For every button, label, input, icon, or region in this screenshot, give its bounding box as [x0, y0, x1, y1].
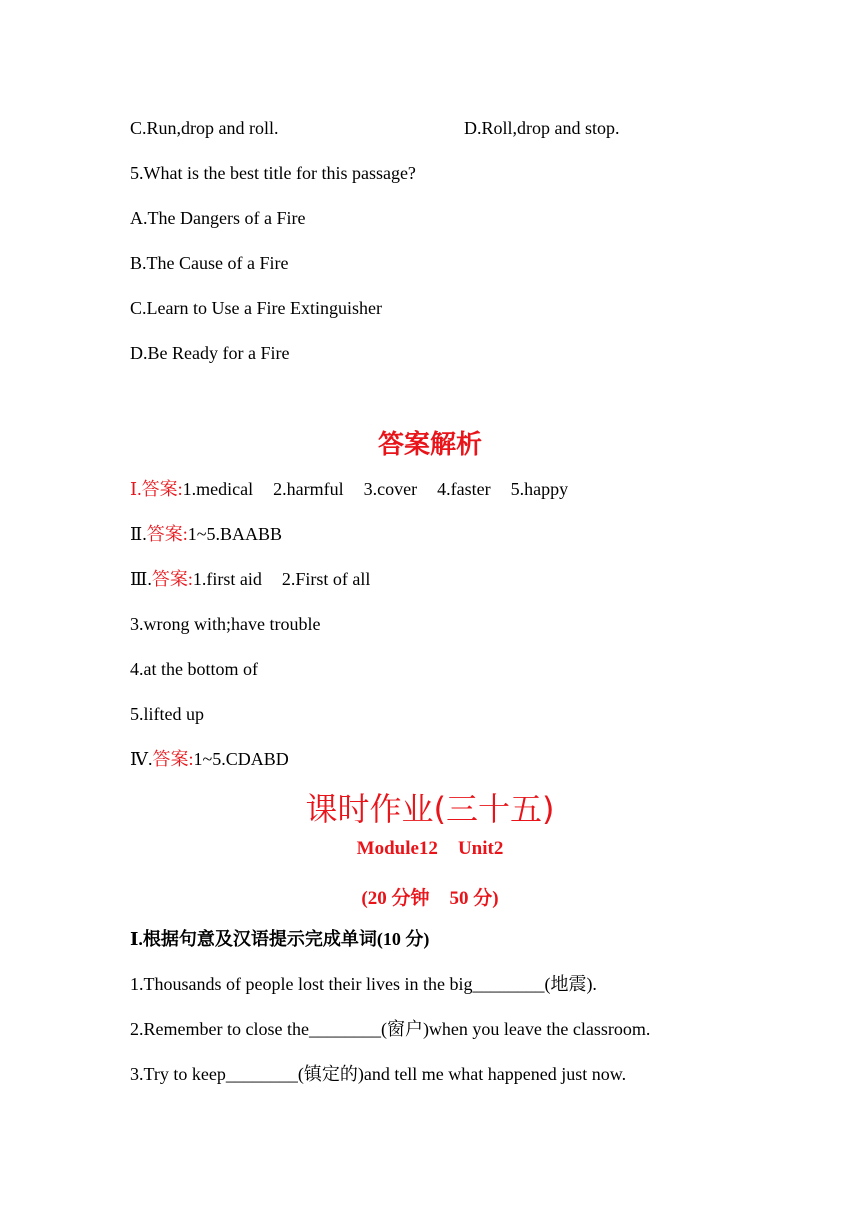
score-label: 50 分) [449, 888, 499, 909]
answer-section-4 [130, 748, 289, 770]
homework-question-2: 2.Remember to close the________(窗户)when you leave the classroom. [130, 1019, 651, 1039]
module-unit [0, 838, 860, 860]
module-label: Module12 [356, 838, 438, 859]
answer-item: 1.first aid [192, 569, 262, 589]
answer-section-3-line5: 5.lifted up [130, 704, 204, 724]
section-4-prefix: Ⅳ. [130, 749, 153, 769]
homework-question-3: 3.Try to keep________(镇定的)and tell me what happened just now. [130, 1064, 627, 1084]
answer-item: 4.faster [437, 479, 491, 499]
answer-text: 1~5.BAABB [187, 524, 283, 544]
option-5d: D.Be Ready for a Fire [130, 343, 290, 363]
answer-text: 1~5.CDABD [193, 749, 289, 769]
section-1-prefix: Ⅰ. [130, 479, 142, 499]
answer-item: 3.cover [363, 479, 418, 499]
option-4c: C.Run,drop and roll. [130, 118, 279, 138]
question-5-stem: 5.What is the best title for this passage? [130, 163, 416, 183]
option-4d: D.Roll,drop and stop. [464, 118, 620, 138]
answer-section-1 [130, 478, 568, 500]
homework-title: 课时作业(三十五) [305, 790, 555, 828]
answer-item: 2.First of all [281, 569, 371, 589]
answer-item: 5.happy [510, 479, 569, 499]
answer-section-3 [130, 568, 370, 590]
answer-label: 答案: [146, 524, 188, 544]
time-label: (20 分钟 [361, 888, 430, 909]
unit-label: Unit2 [457, 838, 504, 859]
section-2-prefix: Ⅱ. [130, 524, 147, 544]
answer-item: 1.medical [182, 479, 254, 499]
section-1-title: Ⅰ.根据句意及汉语提示完成单词(10 分) [130, 929, 430, 949]
answers-heading: 答案解析 [377, 430, 482, 460]
section-3-prefix: Ⅲ. [130, 569, 152, 589]
answer-item: 2.harmful [273, 479, 344, 499]
answer-section-2 [130, 523, 282, 545]
answer-label: 答案: [151, 569, 193, 589]
option-5b: B.The Cause of a Fire [130, 253, 289, 273]
answer-section-3-line4: 4.at the bottom of [130, 659, 258, 679]
option-5a: A.The Dangers of a Fire [130, 208, 306, 228]
answer-label: 答案: [152, 749, 194, 769]
answer-section-3-line3: 3.wrong with;have trouble [130, 614, 321, 634]
homework-question-1: 1.Thousands of people lost their lives in the big________(地震). [130, 974, 597, 994]
time-score [0, 883, 860, 910]
option-5c: C.Learn to Use a Fire Extinguisher [130, 298, 382, 318]
answer-label: 答案: [141, 479, 183, 499]
